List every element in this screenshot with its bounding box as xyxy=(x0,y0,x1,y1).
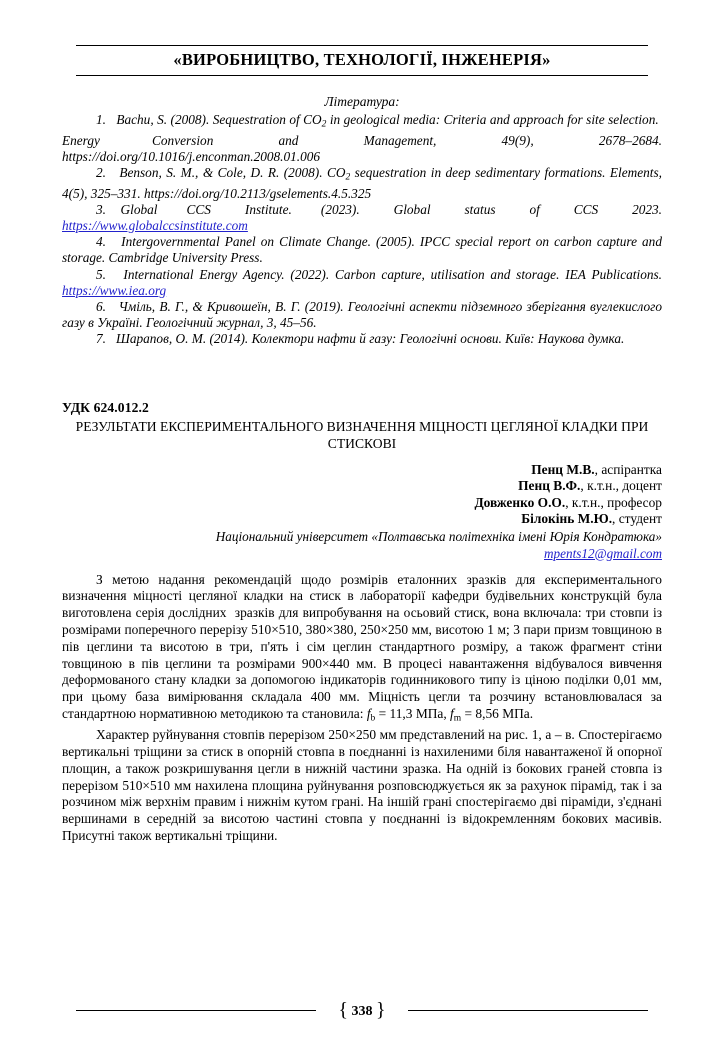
author-name: Пенц В.Ф. xyxy=(518,478,581,494)
author-name: Пенц М.В. xyxy=(531,461,595,477)
page-number xyxy=(316,999,408,1023)
reference-item: 2. Benson, S. M., & Cole, D. R. (2008). $CO_2$ sequestration in deep sedimentary formations. Elements, 4(5), 325–331. https://doi.org/10.2113/gselements.4.5.325 xyxy=(62,164,662,201)
reference-item xyxy=(62,299,662,331)
author-entry xyxy=(62,495,662,512)
references-heading: Література: xyxy=(324,94,400,109)
reference-link[interactable]: https://www.iea.org xyxy=(62,282,167,298)
reference-item: 5. International Energy Agency. (2022). Carbon capture, utilisation and storage. IEA Publications. https://www.iea.org xyxy=(62,266,662,298)
brace-right-icon: } xyxy=(376,999,386,1021)
author-role: , к.т.н., доцент xyxy=(580,478,662,494)
page-header xyxy=(62,40,662,80)
author-email xyxy=(62,546,662,562)
body-paragraph: Характер руйнування стовпів перерізом 250×250 мм представлений на рис. 1, а – в. Спостерігаємо вертикальні тріщини за стиск в опорній стовпа в поєднанні із нахиленими біля навантаженої й опорної площин, а також розкришування цегли в нижній частини зразка. На одній із бокових граней стовпа із перерізом 510×510 мм нахилена площина руйнування розповсюджується як за рахунок пірамід, так і за розчином між верхнім правим і нижнім кутом грані. На іншій грані спостерігаємо дві піраміди, з'єднані вершинами в середній за висотою частині стовпа у поєднанні із відокремленням бокових масивів. Присутні також вертикальні тріщини. xyxy=(62,727,662,843)
author-role: , аспірантка xyxy=(594,461,662,477)
reference-text: Шарапов, О. М. (2014). Колектори нафти й газу: Геологічні основи. Київ: Наукова думка. xyxy=(115,331,625,347)
body-paragraph: З метою надання рекомендацій щодо розмірів еталонних зразків для експериментального визначення міцності цегляної кладки на стиск в лабораторії кафедри будівельних конструкцій була виготовлена серія дослідних зразків для випробування на осьовий стиск, вона включала: три стовпи із розмірами поперечного перерізу 510×510, 380×380, 250×250 мм, висотою 1 м; 3 пари призм товщиною в пів цеглини та висотою в три, п'ять і сім цеглин стандартного розміру, а також фрагмент стіни товщиною в пів цеглини та розмірами 900×440 мм. В процесі навантаження відбувалося вивчення деформованого стану кладки за допомогою індикаторів годинникового типу із ціною поділки 0,01 мм, при цьому база вимірювання складала 400 мм. Міцність цегли та розчину встановлювалася за стандартною нормативною методикою та становила: $f_b = 11,3$ МПа, $f_m = 8,56$ МПа. xyxy=(62,571,662,724)
reference-text: Чміль, В. Г., & Кривошеїн, В. Г. (2019). Геологічні аспекти підземного зберігання вуглекислого газу в Україні. Геологічний журнал, 3, 45–56. xyxy=(62,298,662,331)
reference-number: 3. xyxy=(96,201,106,217)
reference-item xyxy=(62,331,662,347)
author-name: Довженко О.О. xyxy=(474,494,566,510)
page-footer xyxy=(62,999,662,1042)
author-list xyxy=(62,462,662,528)
header-rule-top xyxy=(76,45,648,46)
reference-number: 4. xyxy=(96,234,106,250)
reference-number: 7. xyxy=(96,331,106,347)
author-role: , студент xyxy=(612,511,662,527)
author-name: Білокінь М.Ю. xyxy=(521,511,613,527)
author-role: , к.т.н., професор xyxy=(565,494,662,510)
reference-item: 1. Bachu, S. (2008). Sequestration of $CO_2$ in geological media: Criteria and approach for site selection. Energy Conversion and Management, 49(9), 2678–2684. https://doi.org/10.1016/j.enconman.2008.01.006 xyxy=(62,112,662,164)
article-title: РЕЗУЛЬТАТИ ЕКСПЕРИМЕНТАЛЬНОГО ВИЗНАЧЕННЯ МІЦНОСТІ ЦЕГЛЯНОЇ КЛАДКИ ПРИ СТИСКОВІ xyxy=(75,418,649,451)
brace-left-icon: { xyxy=(338,999,348,1021)
reference-number: 5. xyxy=(96,266,106,282)
reference-link[interactable]: https://www.globalccsinstitute.com xyxy=(62,217,248,233)
reference-number: 1. xyxy=(96,112,106,127)
author-entry xyxy=(62,511,662,528)
email-link[interactable]: mpents12@gmail.com xyxy=(544,545,662,561)
reference-number: 6. xyxy=(96,298,106,314)
page-number-value: 338 xyxy=(351,1004,373,1019)
header-rule-bottom xyxy=(76,75,648,76)
reference-item: 3. Global CCS Institute. (2023). Global status of CCS 2023. https://www.globalccsinstitute.com xyxy=(62,201,662,233)
author-entry xyxy=(62,462,662,479)
author-entry xyxy=(62,478,662,495)
reference-number: 2. xyxy=(96,164,106,180)
reference-item xyxy=(62,234,662,266)
header-title: «ВИРОБНИЦТВО, ТЕХНОЛОГІЇ, ІНЖЕНЕРІЯ» xyxy=(62,48,662,72)
affiliation: Національний університет «Полтавська політехніка імені Юрія Кондратюка» xyxy=(215,528,662,544)
reference-text: Intergovernmental Panel on Climate Change. (2005). IPCC special report on carbon capture and storage. Cambridge University Press. xyxy=(62,234,662,266)
udc-code: УДК 624.012.2 xyxy=(62,399,149,415)
document-page xyxy=(0,40,724,1064)
